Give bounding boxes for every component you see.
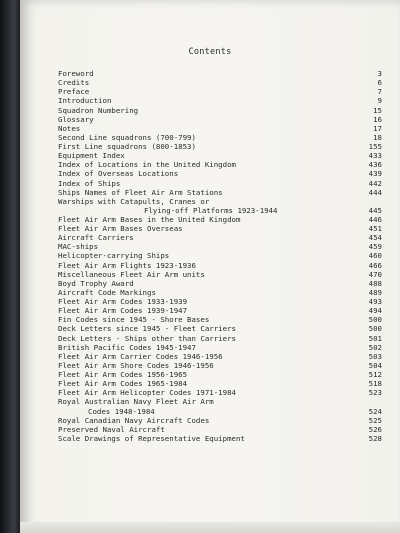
toc-entry — [58, 407, 382, 416]
toc-entry-page: 500 — [368, 315, 382, 325]
page-bottom-edge — [20, 522, 400, 533]
toc-entry — [58, 133, 382, 142]
toc-entry-title: Index of Overseas Locations — [58, 169, 179, 179]
toc-entry-title: Fleet Air Arm Codes 1933-1939 — [58, 297, 188, 307]
toc-entry-title: Fleet Air Arm Flights 1923-1936 — [58, 260, 196, 270]
contents-list — [58, 69, 382, 443]
toc-entry-title: Index of Ships — [58, 178, 121, 188]
book-spine — [0, 0, 20, 533]
toc-entry-title: Fleet Air Arm Codes 1965-1984 — [58, 379, 188, 389]
toc-entry-title: MAC-ships — [58, 242, 99, 252]
toc-entry — [58, 233, 382, 242]
toc-entry-title: Fleet Air Arm Carrier Codes 1946-1956 — [58, 351, 223, 361]
toc-entry-title: Fleet Air Arm Codes 1956-1965 — [58, 370, 188, 380]
toc-entry — [58, 242, 382, 251]
toc-entry — [58, 179, 382, 188]
toc-entry-page: 454 — [368, 233, 382, 243]
toc-entry — [58, 142, 382, 151]
toc-entry-page: 3 — [377, 69, 382, 78]
toc-entry-page: 528 — [368, 433, 382, 443]
toc-entry-page: 503 — [368, 351, 382, 361]
toc-entry-page: 494 — [368, 306, 382, 316]
toc-entry — [58, 361, 382, 370]
toc-entry-title: Warships with Catapults, Cranes or — [58, 196, 210, 206]
toc-entry — [58, 297, 382, 306]
toc-entry-page: 16 — [373, 114, 382, 124]
toc-entry — [58, 279, 382, 288]
toc-entry — [58, 197, 382, 206]
toc-entry — [58, 434, 382, 443]
toc-entry-page: 155 — [368, 142, 382, 151]
toc-entry-page: 433 — [368, 151, 382, 161]
toc-entry — [58, 251, 382, 260]
toc-entry-page: 512 — [368, 370, 382, 380]
toc-entry-title: Equipment Index — [58, 151, 125, 161]
toc-entry — [58, 169, 382, 178]
toc-entry — [58, 343, 382, 352]
toc-entry-page: 451 — [368, 224, 382, 234]
toc-entry — [58, 160, 382, 169]
toc-entry — [58, 315, 382, 324]
toc-entry-page: 439 — [368, 169, 382, 179]
toc-entry — [58, 69, 382, 78]
toc-entry-page: 523 — [368, 388, 382, 398]
toc-entry-page: 9 — [377, 96, 382, 106]
toc-entry-title: Fleet Air Arm Bases in the United Kingdom — [58, 214, 241, 224]
toc-entry-page: 488 — [368, 278, 382, 288]
toc-entry — [58, 215, 382, 224]
toc-entry-page: 501 — [368, 333, 382, 343]
toc-entry-page: 502 — [368, 342, 382, 352]
toc-entry — [58, 151, 382, 160]
toc-entry-title: Ships Names of Fleet Air Arm Stations — [58, 187, 223, 197]
toc-entry-title: Aircraft Carriers — [58, 233, 134, 243]
toc-entry-title: Fleet Air Arm Helicopter Codes 1971-1984 — [58, 388, 236, 398]
toc-entry — [58, 370, 382, 379]
toc-entry — [58, 388, 382, 397]
toc-entry — [58, 106, 382, 115]
toc-entry-title: Fin Codes since 1945 - Shore Bases — [58, 315, 210, 325]
toc-entry-page: 17 — [373, 123, 382, 133]
toc-entry-page: 18 — [373, 132, 382, 142]
toc-entry — [58, 224, 382, 233]
toc-entry-title: First Line squadrons (800-1853) — [58, 142, 196, 151]
toc-entry — [58, 306, 382, 315]
toc-entry-title: Deck Letters - Ships other than Carriers — [58, 333, 236, 343]
toc-entry-title: Notes — [58, 123, 81, 133]
toc-entry-title: Fleet Air Arm Bases Overseas — [58, 224, 183, 234]
toc-entry — [58, 96, 382, 105]
toc-entry-page: 493 — [368, 297, 382, 307]
toc-entry — [58, 379, 382, 388]
toc-entry-title: Scale Drawings of Representative Equipment — [58, 433, 245, 443]
toc-entry-page: 470 — [368, 269, 382, 279]
toc-entry — [58, 87, 382, 96]
toc-entry-title: Royal Canadian Navy Aircraft Codes — [58, 415, 210, 425]
toc-entry-title: Flying-off Platforms 1923-1944 — [144, 205, 278, 215]
toc-entry — [58, 425, 382, 434]
toc-entry — [58, 78, 382, 87]
toc-entry-title: Credits — [58, 78, 90, 88]
toc-entry-page: 500 — [368, 324, 382, 334]
toc-entry-title: Preserved Naval Aircraft — [58, 424, 165, 434]
toc-entry-page: 6 — [377, 78, 382, 88]
toc-entry-page: 518 — [368, 379, 382, 389]
toc-entry-page: 445 — [368, 205, 382, 215]
toc-entry-page: 442 — [368, 178, 382, 188]
toc-entry-title: Glossary — [58, 114, 94, 124]
toc-entry-page: 15 — [373, 105, 382, 115]
toc-entry-title: Squadron Numbering — [58, 105, 139, 115]
toc-entry-title: Introduction — [58, 96, 112, 106]
toc-entry — [58, 416, 382, 425]
toc-entry — [58, 188, 382, 197]
toc-entry-page: 524 — [368, 406, 382, 416]
toc-entry-page: 446 — [368, 214, 382, 224]
toc-entry — [58, 115, 382, 124]
toc-entry — [58, 124, 382, 133]
book-page — [20, 0, 400, 533]
toc-entry — [58, 334, 382, 343]
toc-entry-title: Codes 1948-1984 — [88, 406, 155, 416]
toc-entry — [58, 270, 382, 279]
toc-entry-title: Foreword — [58, 69, 94, 78]
toc-entry-page: 436 — [368, 160, 382, 170]
toc-entry-title: Fleet Air Arm Codes 1939-1947 — [58, 306, 188, 316]
toc-entry — [58, 397, 382, 406]
toc-entry — [58, 352, 382, 361]
toc-entry — [58, 206, 382, 215]
toc-entry-title: Helicopter-carrying Ships — [58, 251, 170, 261]
toc-entry — [58, 261, 382, 270]
page-title: Contents — [188, 47, 232, 57]
toc-entry-title: Boyd Trophy Award — [58, 278, 134, 288]
toc-entry-page: 489 — [368, 287, 382, 297]
toc-entry-title: Aircraft Code Markings — [58, 287, 156, 297]
toc-entry — [58, 288, 382, 297]
toc-entry-page: 504 — [368, 360, 382, 370]
toc-entry-page: 444 — [368, 187, 382, 197]
toc-entry-page: 459 — [368, 242, 382, 252]
toc-entry-title: Royal Australian Navy Fleet Air Arm — [58, 397, 214, 407]
toc-entry-title: British Pacific Codes 1945-1947 — [58, 342, 196, 352]
toc-entry-page: 525 — [368, 415, 382, 425]
toc-entry-page: 460 — [368, 251, 382, 261]
toc-entry-page: 7 — [377, 87, 382, 97]
toc-entry-title: Preface — [58, 87, 90, 97]
toc-entry-title: Index of Locations in the United Kingdom — [58, 160, 236, 170]
toc-entry-title: Second Line squadrons (700-799) — [58, 132, 196, 142]
toc-entry-title: Miscellaneous Fleet Air Arm units — [58, 269, 205, 279]
toc-entry-title: Fleet Air Arm Shore Codes 1946-1956 — [58, 360, 214, 370]
toc-entry-page: 466 — [368, 260, 382, 270]
toc-entry — [58, 324, 382, 333]
toc-entry-page: 526 — [368, 424, 382, 434]
toc-entry-title: Deck Letters since 1945 - Fleet Carriers — [58, 324, 236, 334]
